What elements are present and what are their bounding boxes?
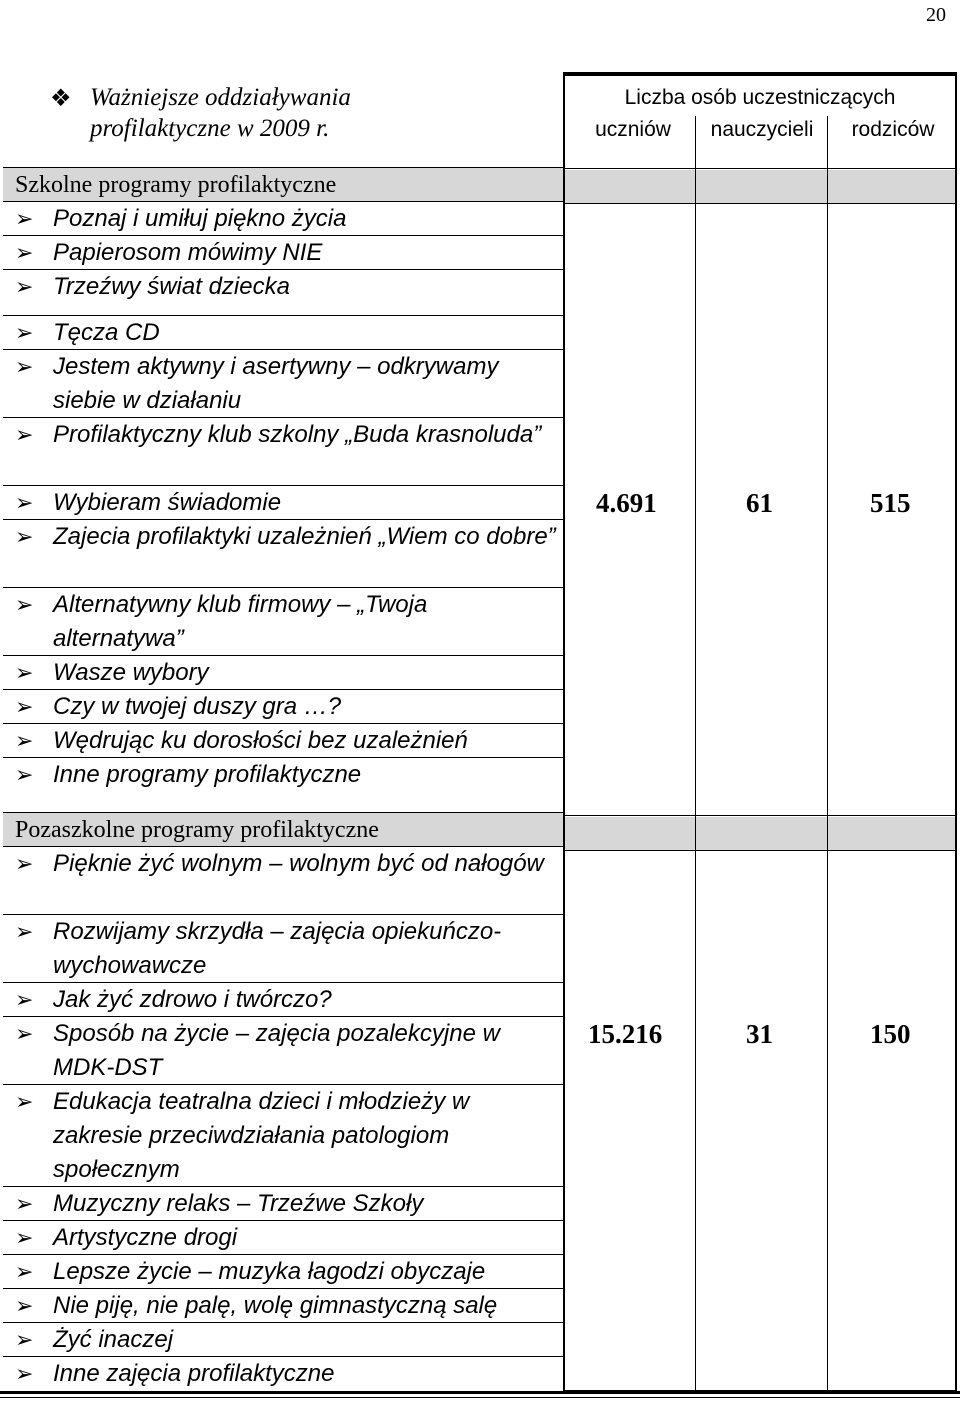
list-item: ➢ Sposób na życie – zajęcia pozalekcyjne w MDK-DST <box>3 1017 563 1085</box>
list-item: ➢ Inne zajęcia profilaktyczne <box>3 1357 563 1393</box>
section-2-divider <box>565 850 955 851</box>
section-2-shade <box>565 817 955 850</box>
list-item: ➢ Artystyczne drogi <box>3 1221 563 1255</box>
list-item: ➢ Nie piję, nie palę, wolę gimnastyczną salę <box>3 1289 563 1323</box>
outside-nauczycieli-value: 31 <box>746 1019 773 1049</box>
list-item: ➢ Czy w twojej duszy gra …? <box>3 690 563 724</box>
arrow-bullet-icon: ➢ <box>15 1089 34 1114</box>
list-item: ➢ Papierosom mówimy NIE <box>3 236 563 270</box>
list-item: ➢ Wybieram świadomie <box>3 486 563 520</box>
list-item: ➢ Inne programy profilaktyczne <box>3 758 563 808</box>
arrow-bullet-icon: ➢ <box>15 1191 34 1216</box>
arrow-bullet-icon: ➢ <box>15 206 34 231</box>
page-number: 20 <box>926 4 946 26</box>
list-item: ➢ Muzyczny relaks – Trzeźwe Szkoły <box>3 1187 563 1221</box>
arrow-bullet-icon: ➢ <box>15 1225 34 1250</box>
arrow-bullet-icon: ➢ <box>15 851 34 876</box>
section-heading <box>52 82 452 144</box>
section-title-school: Szkolne programy profilaktyczne <box>3 167 563 202</box>
column-divider-1 <box>695 116 696 1390</box>
arrow-bullet-icon: ➢ <box>15 240 34 265</box>
arrow-bullet-icon: ➢ <box>15 728 34 753</box>
list-item: ➢ Pięknie żyć wolnym – wolnym być od nałogów <box>3 847 563 915</box>
arrow-bullet-icon: ➢ <box>15 490 34 515</box>
list-item: ➢ Jestem aktywny i asertywny – odkrywamy siebie w działaniu <box>3 350 563 418</box>
arrow-bullet-icon: ➢ <box>15 524 34 549</box>
school-uczniow-value: 4.691 <box>596 488 657 518</box>
list-item: ➢ Tęcza CD <box>3 316 563 350</box>
list-item: ➢ Zajecia profilaktyki uzależnień „Wiem co dobre” <box>3 520 563 588</box>
arrow-bullet-icon: ➢ <box>15 1021 34 1046</box>
section-1-shade <box>565 170 955 203</box>
list-item: ➢ Trzeźwy świat dziecka <box>3 270 563 316</box>
list-item: ➢ Żyć inaczej <box>3 1323 563 1357</box>
arrow-bullet-icon: ➢ <box>15 987 34 1012</box>
list-item: ➢ Rozwijamy skrzydła – zajęcia opiekuńczo-wychowawcze <box>3 915 563 983</box>
participants-table <box>563 72 957 1394</box>
list-item: ➢ Edukacja teatralna dzieci i młodzieży w zakresie przeciwdziałania patologiom społecznym <box>3 1085 563 1187</box>
arrow-bullet-icon: ➢ <box>15 592 34 617</box>
bottom-rule <box>0 1391 960 1394</box>
participants-header-title: Liczba osób uczestniczących <box>624 86 896 109</box>
section-1-divider <box>565 203 955 204</box>
arrow-bullet-icon: ➢ <box>15 762 34 787</box>
arrow-bullet-icon: ➢ <box>15 354 34 379</box>
arrow-bullet-icon: ➢ <box>15 1361 34 1386</box>
list-item: ➢ Wasze wybory <box>3 656 563 690</box>
heading-line-1: Ważniejsze oddziaływania <box>90 84 351 111</box>
arrow-bullet-icon: ➢ <box>15 660 34 685</box>
school-programs-list <box>3 167 563 808</box>
column-header-nauczycieli: nauczycieli <box>710 118 814 141</box>
list-item: ➢ Wędrując ku dorosłości bez uzależnień <box>3 724 563 758</box>
arrow-bullet-icon: ➢ <box>15 1327 34 1352</box>
list-item: ➢ Lepsze życie – muzyka łagodzi obyczaje <box>3 1255 563 1289</box>
list-item: ➢ Poznaj i umiłuj piękno życia <box>3 202 563 236</box>
diamond-bullet-icon: ❖ <box>50 86 72 112</box>
header-divider <box>565 168 955 169</box>
heading-line-2: profilaktyczne w 2009 r. <box>90 115 330 142</box>
arrow-bullet-icon: ➢ <box>15 320 34 345</box>
column-divider-2 <box>827 116 828 1390</box>
list-item: ➢ Alternatywny klub firmowy – „Twoja alternatywa” <box>3 588 563 656</box>
section-2-top-divider <box>565 815 955 816</box>
arrow-bullet-icon: ➢ <box>15 919 34 944</box>
school-nauczycieli-value: 61 <box>746 488 773 518</box>
outside-uczniow-value: 15.216 <box>588 1019 663 1049</box>
arrow-bullet-icon: ➢ <box>15 274 34 299</box>
arrow-bullet-icon: ➢ <box>15 694 34 719</box>
column-header-uczniow: uczniów <box>595 118 671 141</box>
section-title-outside: Pozaszkolne programy profilaktyczne <box>3 812 563 847</box>
outside-programs-list <box>3 812 563 1393</box>
list-item: ➢ Profilaktyczny klub szkolny „Buda krasnoluda” <box>3 418 563 486</box>
bottom-rule-thin <box>0 1397 960 1398</box>
column-header-rodzicow: rodziców <box>851 118 935 141</box>
arrow-bullet-icon: ➢ <box>15 1259 34 1284</box>
outside-rodzicow-value: 150 <box>870 1019 911 1049</box>
list-item: ➢ Jak żyć zdrowo i twórczo? <box>3 983 563 1017</box>
arrow-bullet-icon: ➢ <box>15 1293 34 1318</box>
school-rodzicow-value: 515 <box>870 488 911 518</box>
arrow-bullet-icon: ➢ <box>15 422 34 447</box>
